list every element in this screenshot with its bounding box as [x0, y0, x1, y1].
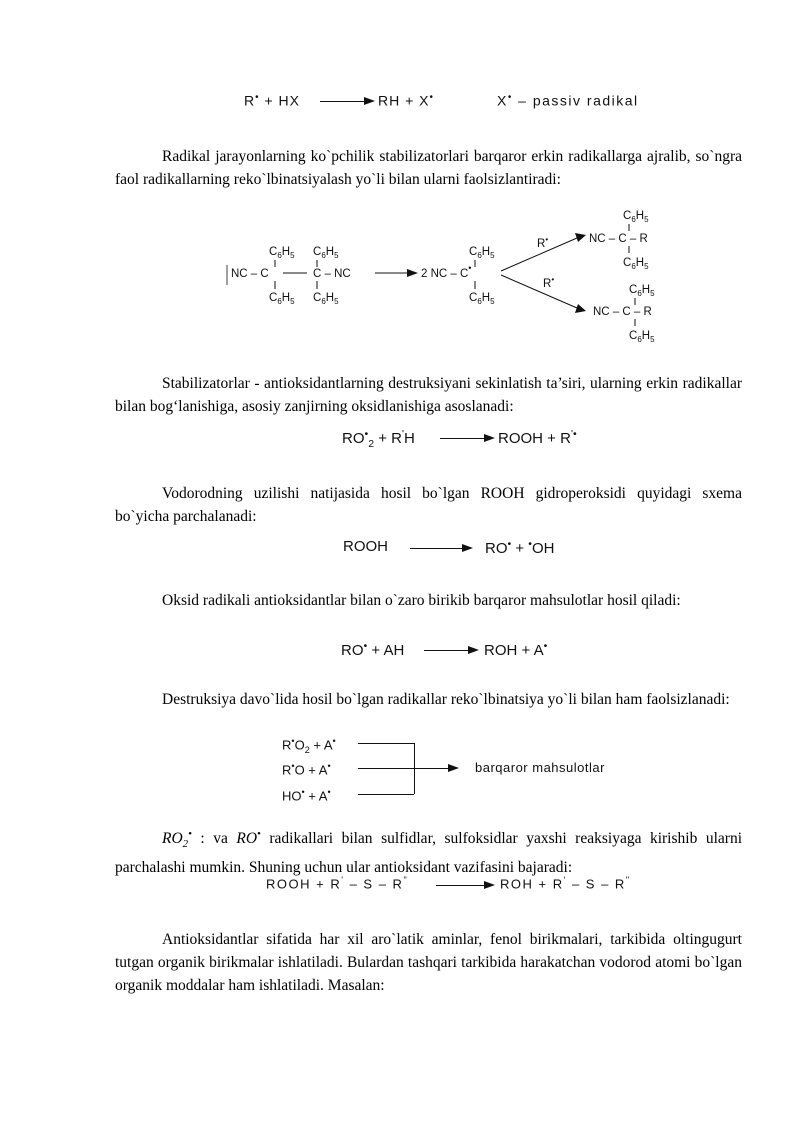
c6h5-top-left: $C_6H_5$ [269, 246, 295, 260]
paragraph-4: Oksid radikali antioksidantlar bilan o`zaro birikib barqaror mahsulotlar hosil qiladi: [162, 592, 681, 609]
upper-product: NC – C – R [589, 233, 648, 245]
c6h5-upper-prod-bottom: $C_6H_5$ [623, 257, 649, 271]
eq2-arrow-head [484, 434, 495, 442]
dimer-left: NC – C [231, 268, 269, 280]
eq1-note: X• – passiv radikal [497, 92, 639, 109]
eq5-arrow-head [448, 764, 459, 772]
eq2-right: ROOH + R'• [498, 428, 577, 447]
eq4-arrow-head [468, 646, 479, 654]
eq2-arrow [440, 438, 486, 439]
eq1-left: R• + HX [244, 92, 300, 109]
paragraph-3: Vodorodning uzilishi natijasida hosil bo`lgan ROOH gidroperoksidi quyidagi sxema bo`yicha parchalanadi: [115, 485, 742, 525]
eq3-right: RO• + •OH [485, 538, 555, 557]
eq5-row2: R•O + A• [282, 761, 331, 778]
dimer-right: C – NC [313, 268, 351, 280]
paragraph-2: Stabilizatorlar - antioksidantlarning destruksiyani sekinlatish ta’siri, ularning erkin radikallar bilan bog‘lanishiga, asosiy zanjirning oksidlanishiga asoslanadi: [115, 375, 742, 415]
eq6-arrow [436, 885, 486, 886]
eq6-right: ROH + R' – S – R" [500, 875, 631, 892]
radical-product: 2 NC – C• [421, 263, 472, 280]
eq5-arrow [414, 768, 450, 769]
c6h5-top-mid: $C_6H_5$ [313, 246, 339, 260]
paragraph-7: Antioksidantlar sifatida har xil aro`latik aminlar, fenol birikmalari, tarkibida oltingugurt tutgan organik birikmalar ishlatiladi. Bulardan tashqari tarkibida harakatchan vodorod atomi bo`lgan organik moddalar ham ishlatiladi. Masalan: [115, 931, 742, 994]
eq6-arrow-head [484, 881, 495, 889]
paragraph-1: Radikal jarayonlarning ko`pchilik stabilizatorlari barqaror erkin radikallarga ajralib, so`ngra faol radikallarning reko`lbinatsiyalash yo`li bilan ularni faolsizlantiradi: [115, 148, 742, 188]
c6h5-bottom-mid: $C_6H_5$ [313, 292, 339, 306]
paragraph-6-rest: radikallari bilan sulfidlar, sulfoksidlar yaxshi reaksiyaga kirishib ularni parchalashi mumkin. Shuning uchun ular antioksidant vazifasini bajaradi: [115, 830, 742, 877]
eq4-left: RO• + AH [341, 640, 405, 659]
paragraph-5: Destruksiya davo`lida hosil bo`lgan radikallar reko`lbinatsiya yo`li bilan ham faolsizlanadi: [162, 691, 730, 708]
paragraph-6 [115, 823, 742, 879]
eq6-left: ROOH + R' – S – R" [266, 875, 409, 892]
r-label-lower: R• [543, 275, 555, 290]
eq2-left: $RO^•_2 + R'H$ [342, 428, 415, 450]
eq5-line3 [358, 794, 414, 795]
c6h5-lower-prod-bottom: $C_6H_5$ [629, 330, 655, 344]
c6h5-upper-prod-top: $C_6H_5$ [623, 210, 649, 224]
c6h5-bottom-radical: $C_6H_5$ [469, 292, 495, 306]
eq4-arrow [424, 650, 470, 651]
eq4-right: ROH + A• [484, 640, 548, 659]
eq5-product: barqaror mahsulotlar [475, 760, 605, 775]
ro-radical: RO• [236, 828, 261, 848]
c6h5-bottom-left: $C_6H_5$ [269, 292, 295, 306]
ro2-radical: $RO_2^•$ [162, 828, 192, 851]
c6h5-lower-prod-top: $C_6H_5$ [629, 284, 655, 298]
lower-product: NC – C – R [593, 306, 652, 318]
eq3-left: ROOH [343, 538, 388, 555]
eq5-row1: $R^•O_2 + A^•$ [282, 736, 336, 755]
eq5-line2 [358, 768, 414, 769]
eq5-line1 [358, 743, 414, 744]
va-conjunction: : va [191, 830, 237, 848]
eq3-arrow-head [462, 544, 473, 552]
r-label-upper: R• [537, 235, 549, 250]
eq1-arrow [320, 101, 366, 102]
eq3-arrow [410, 548, 464, 549]
eq5-row3: HO• + A• [282, 787, 331, 804]
c6h5-top-radical: $C_6H_5$ [469, 246, 495, 260]
eq1-arrow-head [364, 97, 375, 105]
scheme-1-diagram [225, 205, 685, 350]
eq1-right: RH + X• [378, 92, 434, 109]
